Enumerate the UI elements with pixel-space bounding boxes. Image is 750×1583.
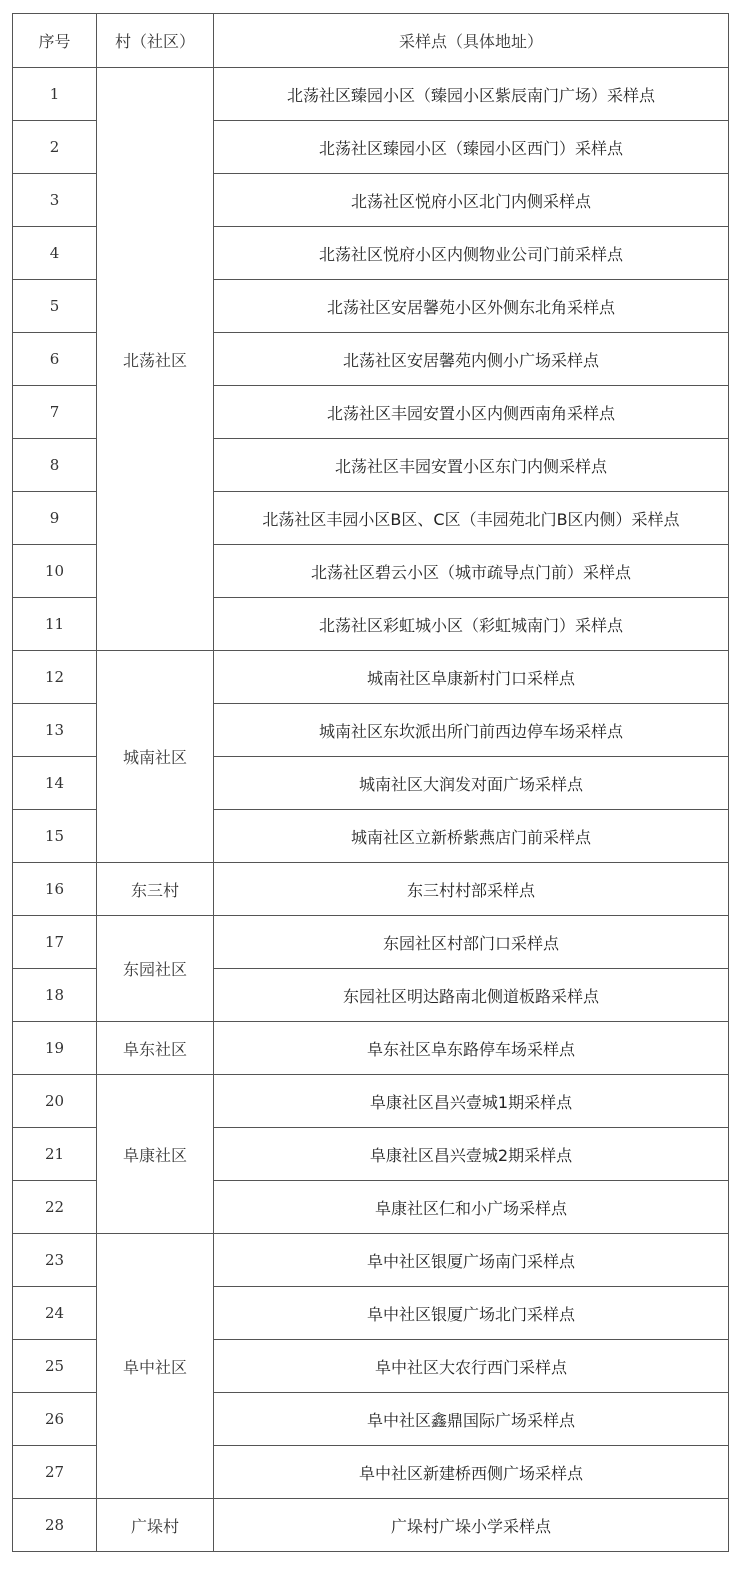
sampling-site-address-cell: 阜中社区鑫鼎国际广场采样点 [214,1393,729,1446]
sampling-site-address-cell: 阜康社区昌兴壹城1期采样点 [214,1075,729,1128]
serial-number-cell: 21 [13,1128,97,1181]
village-community-cell: 阜东社区 [97,1022,214,1075]
sampling-site-address-cell: 北荡社区安居馨苑小区外侧东北角采样点 [214,280,729,333]
serial-number-cell: 25 [13,1340,97,1393]
sampling-site-address-cell: 城南社区立新桥紫燕店门前采样点 [214,810,729,863]
sampling-site-address-cell: 东园社区明达路南北侧道板路采样点 [214,969,729,1022]
sampling-site-address-cell: 北荡社区安居馨苑内侧小广场采样点 [214,333,729,386]
table-row [13,651,729,704]
serial-number-cell: 3 [13,174,97,227]
village-community-cell: 北荡社区 [97,68,214,651]
serial-number-cell: 7 [13,386,97,439]
village-community-cell: 广垛村 [97,1499,214,1552]
sampling-site-address-cell: 东三村村部采样点 [214,863,729,916]
table-header-row [13,14,729,68]
village-community-cell: 东三村 [97,863,214,916]
sampling-site-address-cell: 广垛村广垛小学采样点 [214,1499,729,1552]
table-row [13,916,729,969]
serial-number-cell: 8 [13,439,97,492]
sampling-site-address-cell: 阜中社区银厦广场南门采样点 [214,1234,729,1287]
table-row [13,1022,729,1075]
sampling-site-address-cell: 北荡社区彩虹城小区（彩虹城南门）采样点 [214,598,729,651]
serial-number-cell: 20 [13,1075,97,1128]
sampling-site-address-cell: 阜康社区昌兴壹城2期采样点 [214,1128,729,1181]
sampling-site-address-cell: 北荡社区丰园小区B区、C区（丰园苑北门B区内侧）采样点 [214,492,729,545]
table-row [13,863,729,916]
serial-number-cell: 18 [13,969,97,1022]
sampling-sites-table [12,13,729,1552]
table-row [13,1499,729,1552]
serial-number-cell: 26 [13,1393,97,1446]
serial-number-cell: 22 [13,1181,97,1234]
sampling-site-address-cell: 北荡社区臻园小区（臻园小区紫辰南门广场）采样点 [214,68,729,121]
sampling-site-address-cell: 阜康社区仁和小广场采样点 [214,1181,729,1234]
sampling-site-address-cell: 阜中社区银厦广场北门采样点 [214,1287,729,1340]
header-serial-number: 序号 [13,14,97,68]
serial-number-cell: 28 [13,1499,97,1552]
serial-number-cell: 16 [13,863,97,916]
village-community-cell: 东园社区 [97,916,214,1022]
sampling-site-address-cell: 阜东社区阜东路停车场采样点 [214,1022,729,1075]
serial-number-cell: 6 [13,333,97,386]
serial-number-cell: 2 [13,121,97,174]
table-body [13,68,729,1552]
table-row [13,1075,729,1128]
sampling-site-address-cell: 北荡社区臻园小区（臻园小区西门）采样点 [214,121,729,174]
serial-number-cell: 12 [13,651,97,704]
serial-number-cell: 17 [13,916,97,969]
sampling-site-address-cell: 北荡社区悦府小区内侧物业公司门前采样点 [214,227,729,280]
serial-number-cell: 24 [13,1287,97,1340]
sampling-site-address-cell: 城南社区东坎派出所门前西边停车场采样点 [214,704,729,757]
sampling-site-address-cell: 阜中社区大农行西门采样点 [214,1340,729,1393]
sampling-site-address-cell: 北荡社区丰园安置小区东门内侧采样点 [214,439,729,492]
serial-number-cell: 27 [13,1446,97,1499]
sampling-site-address-cell: 阜中社区新建桥西侧广场采样点 [214,1446,729,1499]
serial-number-cell: 23 [13,1234,97,1287]
sampling-site-address-cell: 东园社区村部门口采样点 [214,916,729,969]
serial-number-cell: 11 [13,598,97,651]
serial-number-cell: 10 [13,545,97,598]
village-community-cell: 阜中社区 [97,1234,214,1499]
header-village-community: 村（社区） [97,14,214,68]
sampling-site-address-cell: 北荡社区悦府小区北门内侧采样点 [214,174,729,227]
village-community-cell: 阜康社区 [97,1075,214,1234]
table-row [13,68,729,121]
serial-number-cell: 13 [13,704,97,757]
serial-number-cell: 9 [13,492,97,545]
serial-number-cell: 19 [13,1022,97,1075]
sampling-sites-sheet [12,13,728,1552]
serial-number-cell: 15 [13,810,97,863]
sampling-site-address-cell: 城南社区阜康新村门口采样点 [214,651,729,704]
serial-number-cell: 14 [13,757,97,810]
sampling-site-address-cell: 北荡社区碧云小区（城市疏导点门前）采样点 [214,545,729,598]
serial-number-cell: 1 [13,68,97,121]
header-sampling-site-address: 采样点（具体地址） [214,14,729,68]
sampling-site-address-cell: 城南社区大润发对面广场采样点 [214,757,729,810]
serial-number-cell: 5 [13,280,97,333]
sampling-site-address-cell: 北荡社区丰园安置小区内侧西南角采样点 [214,386,729,439]
table-row [13,1234,729,1287]
village-community-cell: 城南社区 [97,651,214,863]
serial-number-cell: 4 [13,227,97,280]
